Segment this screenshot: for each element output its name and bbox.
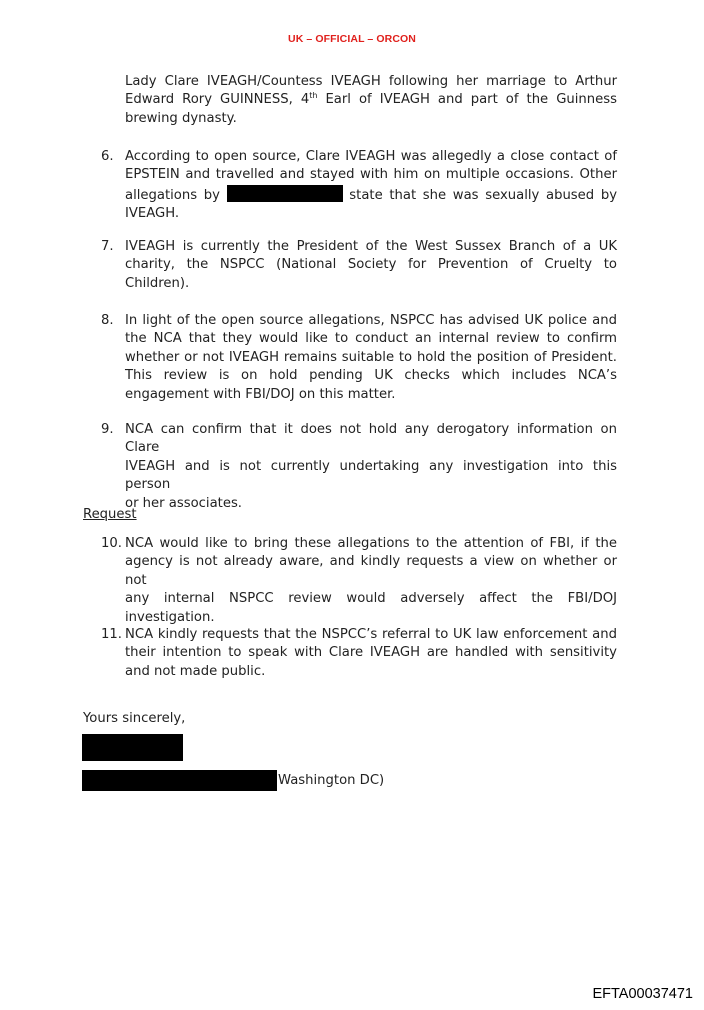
signature-name-redaction: [82, 734, 183, 761]
text-fragment: allegations by: [125, 187, 220, 203]
text-line: EPSTEIN and travelled and stayed with him on multiple occasions. Other: [125, 167, 617, 183]
text-line: Children).: [125, 275, 190, 291]
text-line: agency is not already aware, and kindly requests a view on whether or not: [125, 554, 617, 588]
text-line: NCA kindly requests that the NSPCC’s referral to UK law enforcement and: [125, 627, 617, 642]
text-fragment: state that she was sexually abused by: [349, 187, 617, 203]
paragraph-10: [125, 535, 617, 627]
signature-location: Washington DC): [278, 773, 385, 788]
redaction-box: [227, 185, 343, 202]
paragraph-8: [125, 312, 617, 404]
text-line: In light of the open source allegations, NSPCC has advised UK police and: [125, 313, 617, 328]
paragraph-number: 11.: [101, 627, 122, 642]
text-line: whether or not IVEAGH remains suitable to hold the position of President.: [125, 349, 617, 365]
text-line: or her associates.: [125, 495, 243, 511]
paragraph-7: [125, 238, 617, 293]
text-line: [125, 91, 617, 109]
classification-marking: UK – OFFICIAL – ORCON: [288, 33, 416, 45]
text-line: NCA would like to bring these allegations to the attention of FBI, if the: [125, 536, 617, 551]
paragraph-number: 8.: [101, 313, 114, 328]
text-line: and not made public.: [125, 663, 266, 679]
text-fragment: Edward Rory GUINNESS, 4: [125, 92, 310, 108]
paragraph-11: [125, 626, 617, 681]
text-line: IVEAGH.: [125, 206, 180, 222]
paragraph-number: 9.: [101, 422, 114, 437]
closing-salutation: Yours sincerely,: [83, 711, 186, 726]
signature-title-redaction: [82, 770, 277, 791]
text-line: brewing dynasty.: [125, 110, 237, 126]
text-line: investigation.: [125, 609, 215, 625]
text-line: This review is on hold pending UK checks which includes NCA’s: [125, 368, 617, 384]
paragraph-6: [125, 148, 617, 224]
text-line: charity, the NSPCC (National Society for Prevention of Cruelty to: [125, 257, 617, 273]
text-fragment: Earl of IVEAGH and part of the Guinness: [317, 92, 618, 108]
paragraph-number: 10.: [101, 536, 122, 551]
text-line-redacted: [125, 185, 617, 205]
document-id: EFTA00037471: [592, 986, 693, 1002]
request-heading: Request: [83, 507, 137, 522]
paragraph-number: 6.: [101, 149, 114, 164]
text-line: IVEAGH and is not currently undertaking any investigation into this person: [125, 458, 617, 493]
ordinal-superscript: th: [309, 91, 318, 101]
text-line: According to open source, Clare IVEAGH was allegedly a close contact of: [125, 149, 617, 164]
paragraph-number: 7.: [101, 239, 114, 254]
text-line: any internal NSPCC review would adversely affect the FBI/DOJ: [125, 591, 617, 607]
text-line: engagement with FBI/DOJ on this matter.: [125, 386, 396, 402]
text-line: NCA can confirm that it does not hold any derogatory information on Clare: [125, 422, 617, 456]
text-line: IVEAGH is currently the President of the West Sussex Branch of a UK: [125, 239, 617, 254]
continuation-paragraph: [125, 73, 617, 128]
text-line: their intention to speak with Clare IVEAGH are handled with sensitivity: [125, 645, 617, 661]
text-line: the NCA that they would like to conduct an internal review to confirm: [125, 331, 617, 347]
paragraph-9: [125, 421, 617, 513]
text-line: Lady Clare IVEAGH/Countess IVEAGH following her marriage to Arthur: [125, 74, 617, 89]
